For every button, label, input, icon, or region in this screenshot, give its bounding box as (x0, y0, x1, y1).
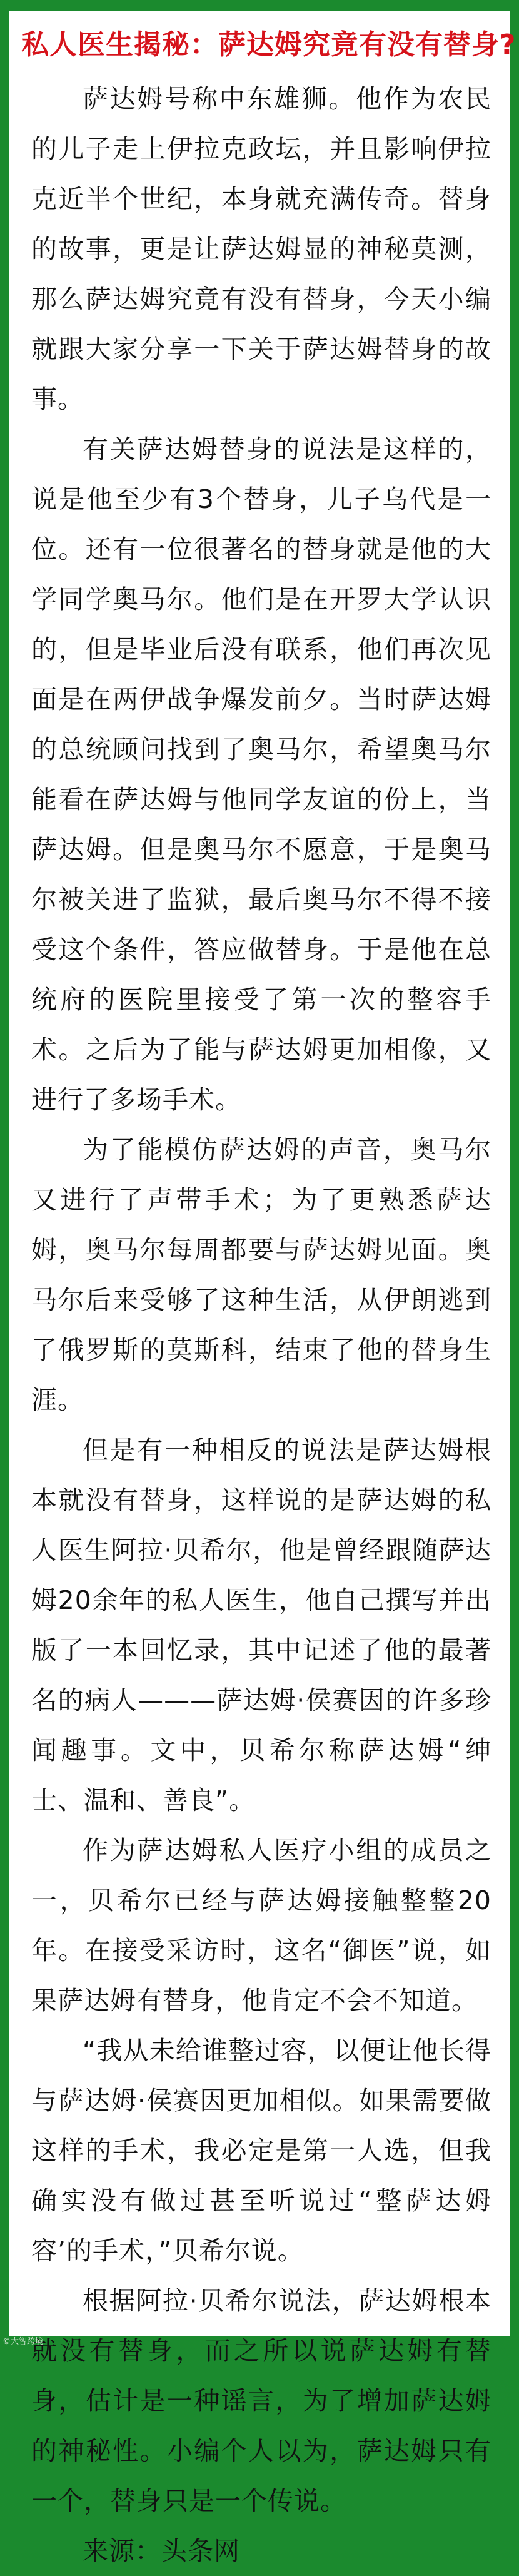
paragraph: 为了能模仿萨达姆的声音，奥马尔又进行了声带手术；为了更熟悉萨达姆，奥马尔每周都要与萨达姆见面。奥马尔后来受够了这种生活，从伊朗逃到了俄罗斯的莫斯科，结束了他的替身生涯。 (31, 1135, 491, 1415)
paragraph: 有关萨达姆替身的说法是这样的，说是他至少有3个替身，儿子乌代是一位。还有一位很著名的替身就是他的大学同学奥马尔。他们是在开罗大学认识的，但是毕业后没有联系，他们再次见面是在两伊战争爆发前夕。当时萨达姆的总统顾问找到了奥马尔，希望奥马尔能看在萨达姆与他同学友谊的份上，当萨达姆。但是奥马尔不愿意，于是奥马尔被关进了监狱，最后奥马尔不得不接受这个条件，答应做替身。于是他在总统府的医院里接受了第一次的整容手术。之后为了能与萨达姆更加相像，又进行了多场手术。 (31, 434, 491, 1115)
paragraph: “我从未给谁整过容，以便让他长得与萨达姆·侯赛因更加相似。如果需要做这样的手术，我必定是第一人选，但我确实没有做过甚至听说过“整萨达姆容’的手术，”贝希尔说。 (31, 2036, 491, 2266)
paragraph: 作为萨达姆私人医疗小组的成员之一，贝希尔已经与萨达姆接触整整20年。在接受采访时，这名“御医”说，如果萨达姆有替身，他肯定不会不知道。 (31, 1835, 491, 2016)
paragraph: 根据阿拉·贝希尔说法，萨达姆根本就没有替身，而之所以说萨达姆有替身，估计是一种谣言，为了增加萨达姆的神秘性。小编个人以为，萨达姆只有一个，替身只是一个传说。 (31, 2286, 491, 2516)
source-credit: 来源：头条网 (83, 2536, 240, 2566)
article-title: 私人医生揭秘：萨达姆究竟有没有替身? (21, 29, 516, 61)
article-body (31, 74, 491, 2576)
watermark: ©大智跨境 (3, 2337, 44, 2346)
paragraph: 但是有一种相反的说法是萨达姆根本就没有替身，这样说的是萨达姆的私人医生阿拉·贝希尔，他是曾经跟随萨达姆20余年的私人医生，他自己撰写并出版了一本回忆录，其中记述了他的最著名的病人———萨达姆·侯赛因的许多珍闻趣事。文中，贝希尔称萨达姆“绅士、温和、善良”。 (31, 1435, 491, 1815)
paragraph: 萨达姆号称中东雄狮。他作为农民的儿子走上伊拉克政坛，并且影响伊拉克近半个世纪，本身就充满传奇。替身的故事，更是让萨达姆显的神秘莫测，那么萨达姆究竟有没有替身，今天小编就跟大家分享一下关于萨达姆替身的故事。 (31, 84, 491, 414)
